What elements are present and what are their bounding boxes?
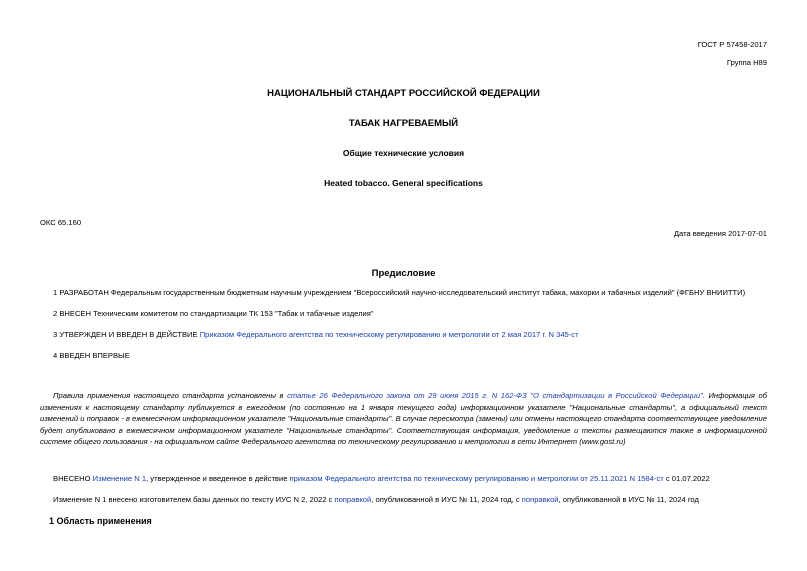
foreword-item-1: 1 РАЗРАБОТАН Федеральным государственным бюджетным научным учреждением "Всероссийский научно-исследовательский институт табака, махорки и табачных изделий" (ФГБНУ ВНИИТТИ) [53,288,746,297]
correction-text-1: Изменение N 1 внесено изготовителем базы данных по тексту ИУС N 2, 2022 с [53,495,335,504]
national-standard-title: НАЦИОНАЛЬНЫЙ СТАНДАРТ РОССИЙСКОЙ ФЕДЕРАЦИИ [267,88,540,99]
foreword-item-2: 2 ВНЕСЕН Техническим комитетом по стандартизации ТК 153 "Табак и табачные изделия" [53,309,374,318]
foreword-item-3 [53,330,579,339]
order-1584-link[interactable]: приказом Федерального агентства по техническому регулированию и метрологии от 25.11.2021 N 1584-ст [289,474,664,483]
order-345-link[interactable]: Приказом Федерального агентства по техническому регулированию и метрологии от 2 мая 2017 г. N 345-ст [199,330,579,339]
correction-text-3: , опубликованной в ИУС № 11, 2024 год [558,495,699,504]
amendment-note [53,474,710,483]
group-code: Группа Н89 [726,58,767,67]
federal-law-link[interactable]: статье 26 Федерального закона от 29 июня 2015 г. N 162-ФЗ "О стандартизации в Российской Федерации" [287,391,703,400]
correction-link-1[interactable]: поправкой [334,495,372,504]
english-title: Heated tobacco. General specifications [324,178,483,188]
correction-text-2: , опубликованной в ИУС № 11, 2024 год, с [371,495,522,504]
product-title: ТАБАК НАГРЕВАЕМЫЙ [348,118,459,129]
gost-code: ГОСТ Р 57458-2017 [697,40,767,49]
foreword-item-4: 4 ВВЕДЕН ВПЕРВЫЕ [53,351,130,360]
foreword-heading: Предисловие [371,268,436,279]
amendment-suffix: с 01.07.2022 [663,474,710,483]
correction-note [53,495,699,504]
amendment-middle: , утвержденное и введенное в действие [146,474,290,483]
rules-text-2: . Информация об изменениях к настоящему стандарту публикуется в ежегодном (по состоянию на 1 января текущего года) информационном указателе "Национальные стандарты", а официальный текст изменений и поправок - в ежемесячном информационном указателе "Национальные стандарты". В случае пересмотра (замены) или отмены настоящего стандарта соответствующее уведомление будет опубликовано в ежемесячном информационном указателе "Национальные стандарты". Соответствующая информация, уведомление и тексты размещаются также в информационной системе общего пользования - на официальном сайте Федерального агентства по техническому регулированию и метрологии в сети Интернет (www.gost.ru) [40,391,768,446]
section-1-heading: 1 Область применения [49,516,152,526]
amendment-prefix: ВНЕСЕНО [53,474,93,483]
rules-text-1: Правила применения настоящего стандарта установлены в [53,391,288,400]
subtitle: Общие технические условия [342,148,465,158]
amendment-1-link[interactable]: Изменение N 1 [92,474,147,483]
intro-date: Дата введения 2017-07-01 [673,229,767,238]
rules-paragraph [40,390,767,448]
foreword-item-3-text: 3 УТВЕРЖДЕН И ВВЕДЕН В ДЕЙСТВИЕ [53,330,200,339]
correction-link-2[interactable]: поправкой [521,495,559,504]
oks-code: ОКС 65.160 [40,218,82,227]
